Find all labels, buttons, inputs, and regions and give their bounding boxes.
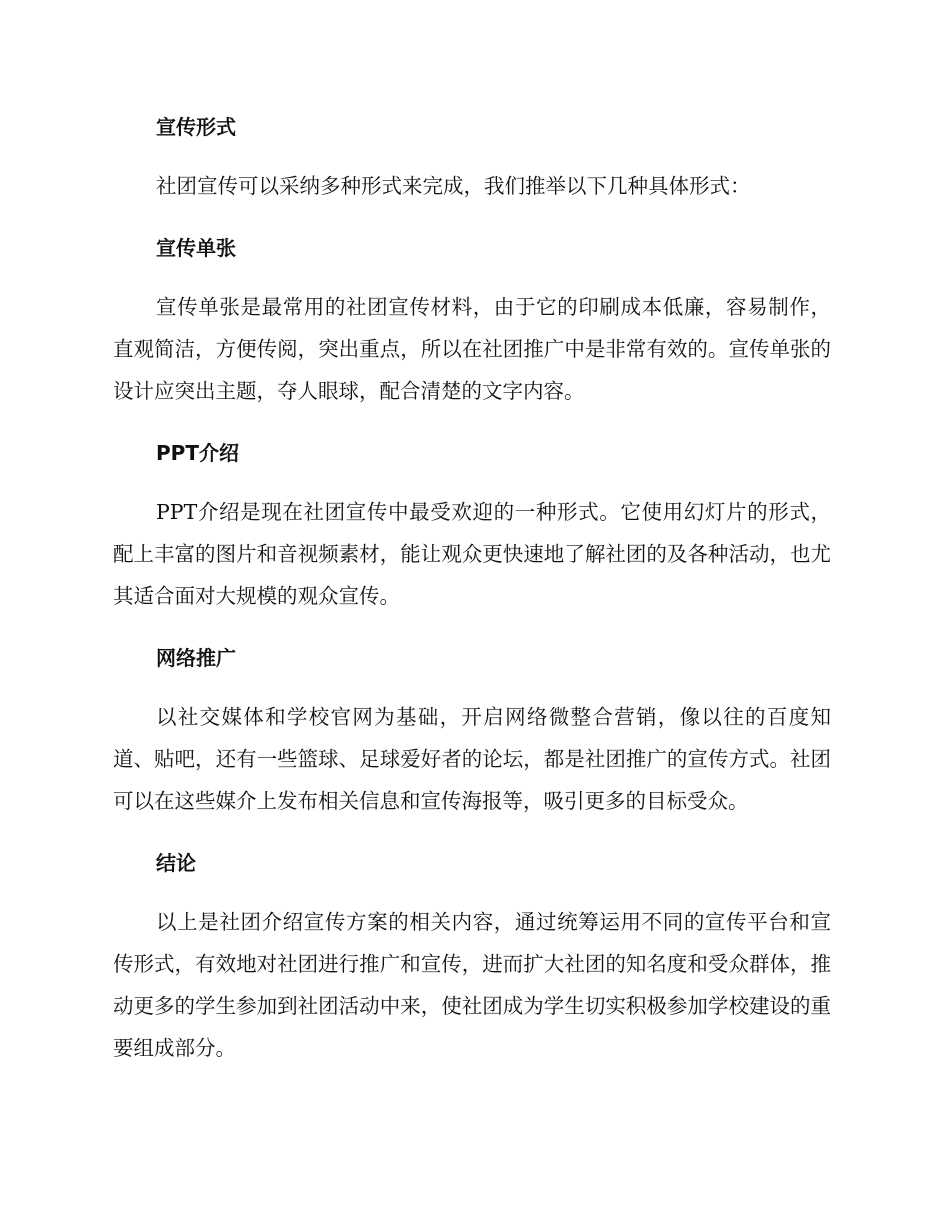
section-heading-publicity-forms: 宣传形式 bbox=[156, 115, 236, 139]
section-paragraph-online-promotion: 以社交媒体和学校官网为基础，开启网络微整合营销，像以往的百度知道、贴吧，还有一些篮球、足球爱好者的论坛，都是社团推广的宣传方式。社团可以在这些媒介上发布相关信息和宣传海报等，吸引更多的目标受众。 bbox=[113, 705, 831, 813]
section-paragraph-flyers: 宣传单张是最常用的社团宣传材料，由于它的印刷成本低廉，容易制作，直观简洁，方便传阅，突出重点，所以在社团推广中是非常有效的。宣传单张的设计应突出主题，夺人眼球，配合清楚的文字内容。 bbox=[113, 295, 831, 403]
section-heading-online-promotion: 网络推广 bbox=[156, 646, 236, 670]
section-heading-flyers: 宣传单张 bbox=[156, 236, 236, 260]
document-body bbox=[113, 110, 831, 1093]
section-heading-conclusion: 结论 bbox=[156, 851, 196, 875]
section-heading-ppt: PPT介绍 bbox=[156, 441, 239, 465]
section-paragraph-publicity-forms: 社团宣传可以采纳多种形式来完成，我们推举以下几种具体形式： bbox=[156, 174, 751, 198]
section-paragraph-ppt: PPT介绍是现在社团宣传中最受欢迎的一种形式。它使用幻灯片的形式，配上丰富的图片和音视频素材，能让观众更快速地了解社团的及各种活动，也尤其适合面对大规模的观众宣传。 bbox=[113, 500, 831, 608]
section-paragraph-conclusion: 以上是社团介绍宣传方案的相关内容，通过统筹运用不同的宣传平台和宣传形式，有效地对社团进行推广和宣传，进而扩大社团的知名度和受众群体，推动更多的学生参加到社团活动中来，使社团成为学生切实积极参加学校建设的重要组成部分。 bbox=[113, 910, 831, 1060]
